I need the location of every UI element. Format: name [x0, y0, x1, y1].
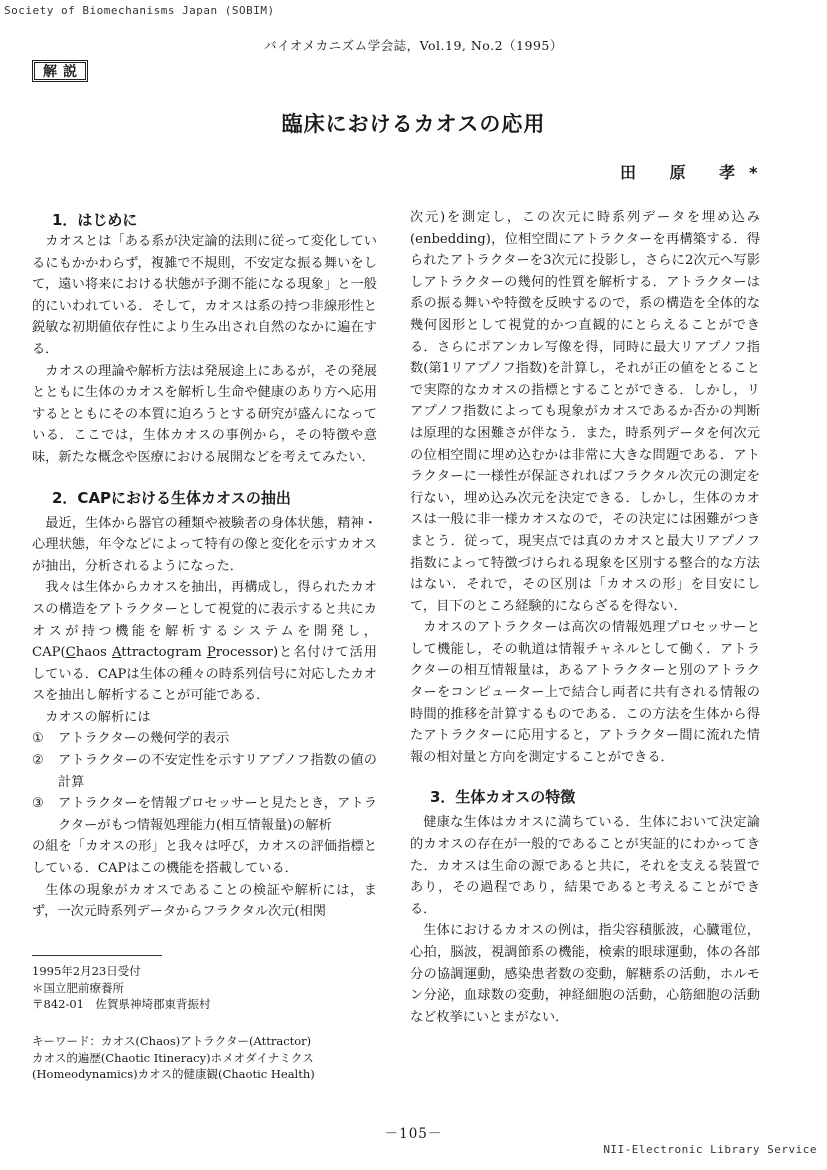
affiliation: ＊国立肥前療養所 [32, 980, 124, 995]
left-column [32, 207, 377, 923]
footnote-divider [32, 955, 162, 956]
keywords-line: (Homeodynamics)カオス的健康観(Chaotic Health) [32, 1067, 315, 1081]
text-run: C [65, 645, 76, 661]
article-title: 臨床におけるカオスの応用 [281, 112, 546, 136]
section-1-paragraph: カオスとは「ある系が決定論的法則に従って変化しているにもかかわらず，複雑で不規則，不安定な振る舞いをして，遠い将来における状態が予測不能になる現象」と一般的にいわれている．そして，カオスは系の持つ非線形性と鋭敏な初期値依存性により生み出され自然のなかに遍在する． [32, 234, 377, 357]
section-1-paragraph: カオスの理論や解析方法は発展途上にあるが，その発展とともに生体のカオスを解析し生命や健康のあり方へ応用するとともにその本質に迫ろうとする研究が盛んになっている．ここでは，生体カオスの事例から，その特徴や意味，新たな概念や医療における展開などを考えてみたい． [32, 363, 377, 465]
section-3-paragraph: 健康な生体はカオスに満ちている．生体において決定論的カオスの存在が一般的であることが実証的にわかってきた．カオスは生命の源であると共に，それを支える装置であり，その過程であり，結果であると考えることができる． [410, 815, 760, 917]
right-column [410, 207, 760, 1028]
text-run: A [111, 645, 122, 661]
address: 〒842-01 佐賀県神埼郡東背振村 [32, 997, 211, 1011]
received-date: 1995年2月23日受付 [32, 964, 141, 978]
section-2-paragraph: カオスの解析には [45, 709, 151, 725]
list-text: アトラクターの不安定性を示すリアプノフ指数の値の計算 [58, 753, 377, 790]
author-name: 田 原 孝* [620, 163, 772, 182]
text-run: ttractogram [121, 645, 207, 661]
category-label: 解説 [32, 60, 88, 82]
section-2-heading: 2．CAPにおける生体カオスの抽出 [52, 488, 291, 507]
watermark-bottom: NII-Electronic Library Service [603, 1143, 817, 1156]
section-1-heading: 1．はじめに [52, 211, 138, 229]
section-2-paragraph: 生体の現象がカオスであることの検証や解析には，まず，一次元時系列データからフラクタル次元(相関 [32, 882, 377, 920]
journal-header: バイオメカニズム学会誌，Vol.19, No.2（1995） [264, 38, 563, 53]
section-2-paragraph: の組を「カオスの形」と我々は呼び，カオスの評価指標としている．CAPはこの機能を搭載している． [32, 839, 377, 877]
list-text: アトラクターの幾何学的表示 [58, 731, 230, 747]
list-text: アトラクターを情報プロセッサーと見たとき，アトラクターがもつ情報処理能力(相互情報量)の解析 [58, 796, 377, 833]
section-3-heading: 3．生体カオスの特徴 [430, 788, 576, 807]
body-paragraph: カオスのアトラクターは高次の情報処理プロセッサーとして機能し，その軌道は情報チャネルとして働く．アトラクターの相互情報量は，あるアトラクターと別のアトラクターをコンピューター上で結合し両者に共有される情報の時間的推移を計算するものである．この方法を生体から得たアトラクターに応用すると，アトラクター間に流れた情報の相対量と方向を測定することができる． [410, 620, 760, 765]
section-2-paragraph [32, 577, 377, 707]
section-2-paragraph: 最近，生体から器官の種類や被験者の身体状態，精神・心理状態，年令などによって特有の像と変化を示すカオスが抽出，分析されるようになった． [32, 515, 377, 574]
text-run: rocessor)と名付けて活用している．CAPは生体の種々の時系列信号に対応したカオスを抽出し解析することが可能である． [32, 645, 377, 704]
text-run: haos [75, 645, 112, 661]
body-paragraph: 次元)を測定し，この次元に時系列データを埋め込み(enbedding)，位相空間にアトラクターを再構築する．得られたアトラクターを3次元に投影し，さらに2次元へ写影しアトラクターの幾何的性質を解析する．アトラクターは系の振る舞いや特徴を反映するので，系の構造を全体的な幾何図形として視覚的かつ直観的にとらえることができる．さらにポアンカレ写像を得，同時に最大リアプノフ指数(第1リアプノフ指数)を計算し，それが正の値をとることで実際的なカオスの指標とすることができる．しかし，リアプノフ指数によっても現象がカオスであるか否かの判断は原理的な困難さが伴なう．また，時系列データを何次元の位相空間に埋め込むかは非常に大きな問題である．アトラクターに一様性が保証されればフラクタル次元の測定を行ない，埋め込み次元を決定できる．しかし，生体のカオスは一般に非一様カオスなので，その決定には困難がつきまとう．従って，現実点では真のカオスと最大リアプノフ指数によって特徴づけられる現象を区別する整合的な方法はない．それで，その区別は「カオスの形」を目安にして，目下のところ経験的にならざるを得ない． [410, 210, 760, 614]
list-item [32, 750, 377, 793]
text-run: 我々は生体からカオスを抽出，再構成し，得られたカオスの構造をアトラクターとして視覚的に表示すると共にカオスが持つ機能を解析するシステムを開発し，CAP( [32, 580, 377, 661]
keywords-line: カオス的遍歴(Chaotic Itineracy)ホメオダイナミクス [32, 1050, 314, 1065]
footnotes [32, 963, 377, 1013]
watermark-top: Society of Biomechanisms Japan (SOBIM) [4, 4, 275, 17]
text-run: P [206, 645, 216, 661]
list-number: ③ [32, 796, 44, 812]
keywords [32, 1033, 377, 1083]
list-item [32, 793, 377, 836]
page-number: －105－ [384, 1126, 443, 1142]
list-number: ② [32, 753, 44, 769]
list-item [32, 728, 377, 750]
keywords-line: キーワード：カオス(Chaos)アトラクター(Attractor) [32, 1034, 312, 1048]
list-number: ① [32, 731, 44, 747]
section-3-paragraph: 生体におけるカオスの例は，指尖容積脈波，心臓電位，心拍，脳波，視調節系の機能，検索的眼球運動，体の各部分の協調運動，感染患者数の変動，解糖系の活動，ホルモン分泌，血球数の変動，神経細胞の活動，心筋細胞の活動など枚挙にいとまがない． [410, 923, 760, 1025]
